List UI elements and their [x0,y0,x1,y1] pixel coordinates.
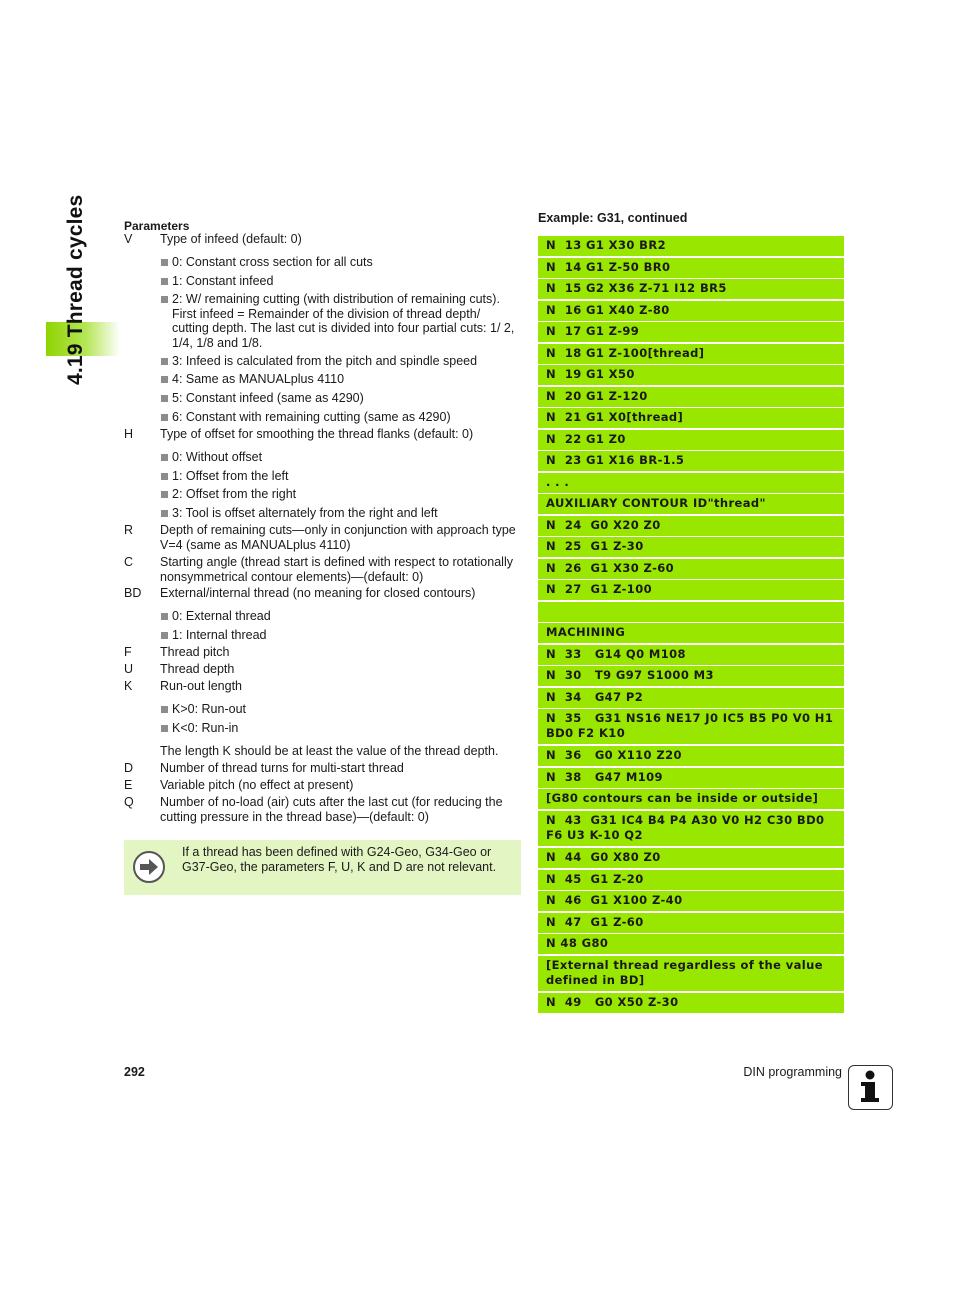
code-line: N 47 G1 Z-60 [538,913,844,933]
code-line: N 17 G1 Z-99 [538,322,844,342]
code-line: N 21 G1 X0[thread] [538,408,844,428]
bullet-square-icon [161,510,168,517]
example-title: Example: G31, continued [538,211,688,225]
bullet-square-icon [161,395,168,402]
bullet-square-icon [161,414,168,421]
param-desc: Variable pitch (no effect at present) [160,778,354,792]
param-code: F [124,645,132,659]
code-line: MACHINING [538,623,844,643]
code-line: N 14 G1 Z-50 BR0 [538,258,844,278]
code-line: N 45 G1 Z-20 [538,870,844,890]
param-desc: External/internal thread (no meaning for closed contours) [160,586,476,600]
parameters-heading: Parameters [124,219,190,233]
code-line: N 43 G31 IC4 B4 P4 A30 V0 H2 C30 BD0 F6 U3 K-10 Q2 [538,811,844,846]
param-code: BD [124,586,142,600]
bullet-square-icon [161,296,168,303]
param-code: Q [124,795,134,809]
bullet-square-icon [161,376,168,383]
code-line: N 30 T9 G97 S1000 M3 [538,666,844,686]
code-line: N 35 G31 NS16 NE17 J0 IC5 B5 P0 V0 H1 BD0 F2 K10 [538,709,844,744]
code-line: N 23 G1 X16 BR-1.5 [538,451,844,471]
code-line: N 34 G47 P2 [538,688,844,708]
param-code: C [124,555,134,569]
bullet-square-icon [161,491,168,498]
bullet-square-icon [161,706,168,713]
code-line: N 25 G1 Z-30 [538,537,844,557]
code-line: N 27 G1 Z-100 [538,580,844,600]
code-line: N 15 G2 X36 Z-71 I12 BR5 [538,279,844,299]
arrow-right-icon [133,851,165,883]
code-line: N 36 G0 X110 Z20 [538,746,844,766]
param-desc: Type of infeed (default: 0) [160,232,302,246]
code-line: N 48 G80 [538,934,844,954]
param-desc: Thread depth [160,662,235,676]
param-code: R [124,523,134,537]
param-code: U [124,662,134,676]
param-code: H [124,427,134,441]
chapter-name: DIN programming [743,1065,842,1079]
code-line: . . . [538,473,844,493]
code-line: [G80 contours can be inside or outside] [538,789,844,809]
param-desc: Starting angle (thread start is defined with respect to rotationally nonsymmetrical contour elements)—(default: 0) [160,555,513,584]
bullet-square-icon [161,259,168,266]
code-line: N 18 G1 Z-100[thread] [538,344,844,364]
code-line: N 20 G1 Z-120 [538,387,844,407]
param-code: E [124,778,133,792]
param-code: K [124,679,133,693]
code-line: N 22 G1 Z0 [538,430,844,450]
section-title: 4.19 Thread cycles [64,194,87,385]
page-number: 292 [124,1065,145,1079]
code-line: N 49 G0 X50 Z-30 [538,993,844,1013]
bullet-square-icon [161,278,168,285]
code-line: AUXILIARY CONTOUR ID"thread" [538,494,844,514]
code-line: N 38 G47 M109 [538,768,844,788]
code-line: N 33 G14 Q0 M108 [538,645,844,665]
param-desc: Number of thread turns for multi-start thread [160,761,404,775]
info-icon [848,1065,893,1110]
param-code: V [124,232,133,246]
note-text: If a thread has been defined with G24-Geo, G34-Geo or G37-Geo, the parameters F, U, K and D are not relevant. [182,845,497,874]
code-line: N 16 G1 X40 Z-80 [538,301,844,321]
code-line: N 44 G0 X80 Z0 [538,848,844,868]
bullet-square-icon [161,358,168,365]
param-desc: Type of offset for smoothing the thread flanks (default: 0) [160,427,474,441]
param-desc: Thread pitch [160,645,230,659]
bullet-square-icon [161,632,168,639]
bullet-square-icon [161,725,168,732]
bullet-square-icon [161,473,168,480]
param-desc: Run-out length [160,679,243,693]
code-line: N 26 G1 X30 Z-60 [538,559,844,579]
param-desc: Number of no-load (air) cuts after the last cut (for reducing the cutting pressure in the thread base)—(default: 0) [160,795,503,824]
code-line: N 19 G1 X50 [538,365,844,385]
param-desc: Depth of remaining cuts—only in conjunction with approach type V=4 (same as MANUALplus 4110) [160,523,516,552]
param-desc: The length K should be at least the value of the thread depth. [160,744,499,758]
code-line: N 24 G0 X20 Z0 [538,516,844,536]
code-line [538,602,844,622]
code-line: N 46 G1 X100 Z-40 [538,891,844,911]
bullet-square-icon [161,454,168,461]
code-line: N 13 G1 X30 BR2 [538,236,844,256]
bullet-square-icon [161,613,168,620]
code-line: [External thread regardless of the value defined in BD] [538,956,844,991]
param-code: D [124,761,134,775]
